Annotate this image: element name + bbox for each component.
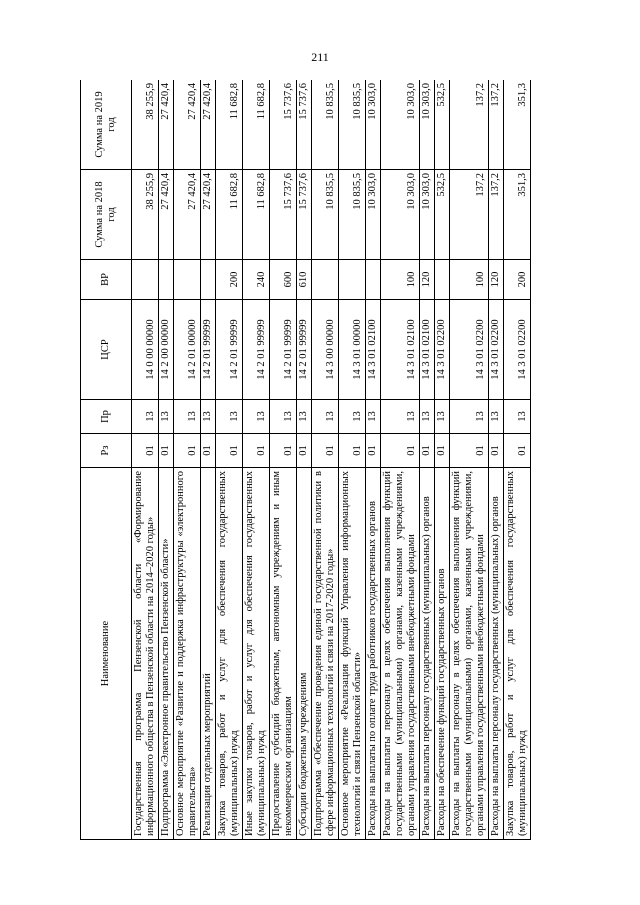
table-row xyxy=(174,80,201,840)
cell-name: Субсидии бюджетным учреждениям xyxy=(297,468,312,840)
cell-csr: 14 3 01 02200 xyxy=(435,300,450,400)
table-row xyxy=(270,80,297,840)
cell-sum-2019: 27 420,4 xyxy=(159,80,174,170)
cell-sum-2018: 27 420,4 xyxy=(201,170,216,260)
table-row xyxy=(297,80,312,840)
cell-csr: 14 3 01 02200 xyxy=(450,300,489,400)
table-row xyxy=(201,80,216,840)
cell-rz: 01 xyxy=(216,434,243,468)
cell-sum-2019: 11 682,8 xyxy=(216,80,243,170)
cell-vr: 240 xyxy=(243,260,270,300)
cell-pr: 13 xyxy=(159,400,174,434)
cell-pr: 13 xyxy=(489,400,504,434)
cell-rz: 01 xyxy=(159,434,174,468)
cell-sum-2018: 15 737,6 xyxy=(297,170,312,260)
cell-sum-2019: 137,2 xyxy=(489,80,504,170)
cell-vr: 200 xyxy=(216,260,243,300)
cell-rz: 01 xyxy=(435,434,450,468)
header-name: Наименование xyxy=(81,468,132,840)
cell-name: Подпрограмма «Обеспечение проведения единой государственной политики в сфере информационных технологий и связи на 2017-2020 годы» xyxy=(312,468,339,840)
cell-rz: 01 xyxy=(381,434,420,468)
cell-sum-2018: 11 682,8 xyxy=(216,170,243,260)
cell-sum-2018: 10 303,0 xyxy=(366,170,381,260)
cell-pr: 13 xyxy=(201,400,216,434)
cell-rz: 01 xyxy=(243,434,270,468)
cell-sum-2018: 11 682,8 xyxy=(243,170,270,260)
cell-csr: 14 2 01 99999 xyxy=(270,300,297,400)
cell-rz: 01 xyxy=(366,434,381,468)
cell-name: Расходы на выплаты персоналу в целях обеспечения выполнения функций государственными (муниципальными) органами, казенными учреждениями, органами управления государственными внебюджетными фондами xyxy=(450,468,489,840)
cell-sum-2019: 15 737,6 xyxy=(297,80,312,170)
cell-vr xyxy=(312,260,339,300)
cell-sum-2019: 27 420,4 xyxy=(201,80,216,170)
cell-csr: 14 0 00 00000 xyxy=(132,300,159,400)
table-row xyxy=(312,80,339,840)
cell-name: Предоставление субсидий бюджетным, автономным учреждениям и иным некоммерческим организациям xyxy=(270,468,297,840)
cell-rz: 01 xyxy=(297,434,312,468)
table-row xyxy=(489,80,504,840)
cell-vr xyxy=(201,260,216,300)
cell-pr: 13 xyxy=(297,400,312,434)
cell-name: Расходы на выплаты по оплате труда работников государственных органов xyxy=(366,468,381,840)
header-vr: ВР xyxy=(81,260,132,300)
cell-vr xyxy=(435,260,450,300)
cell-pr: 13 xyxy=(174,400,201,434)
cell-csr: 14 2 01 99999 xyxy=(243,300,270,400)
table-row xyxy=(132,80,159,840)
cell-rz: 01 xyxy=(504,434,531,468)
header-sum-2019: Сумма на 2019 год xyxy=(81,80,132,170)
cell-vr xyxy=(159,260,174,300)
cell-sum-2018: 27 420,4 xyxy=(174,170,201,260)
cell-csr: 14 3 01 02100 xyxy=(420,300,435,400)
table-row xyxy=(159,80,174,840)
cell-sum-2018: 137,2 xyxy=(450,170,489,260)
cell-pr: 13 xyxy=(450,400,489,434)
cell-pr: 13 xyxy=(435,400,450,434)
cell-csr: 14 2 01 99999 xyxy=(201,300,216,400)
cell-rz: 01 xyxy=(201,434,216,468)
cell-csr: 14 2 00 00000 xyxy=(159,300,174,400)
header-pr: Пр xyxy=(81,400,132,434)
cell-name: Расходы на выплаты персоналу государственных (муниципальных) органов xyxy=(489,468,504,840)
cell-vr xyxy=(174,260,201,300)
cell-pr: 13 xyxy=(132,400,159,434)
table-row xyxy=(450,80,489,840)
cell-vr: 200 xyxy=(504,260,531,300)
cell-name: Реализация отдельных мероприятий xyxy=(201,468,216,840)
cell-vr: 600 xyxy=(270,260,297,300)
cell-name: Государственная программа Пензенской области «Формирование информационного общества в Пензенской области на 2014–2020 годы» xyxy=(132,468,159,840)
cell-vr xyxy=(366,260,381,300)
cell-pr: 13 xyxy=(243,400,270,434)
cell-csr: 14 3 01 02200 xyxy=(489,300,504,400)
cell-rz: 01 xyxy=(420,434,435,468)
table-row xyxy=(216,80,243,840)
cell-sum-2018: 10 303,0 xyxy=(420,170,435,260)
cell-sum-2018: 10 835,5 xyxy=(312,170,339,260)
cell-pr: 13 xyxy=(366,400,381,434)
cell-rz: 01 xyxy=(132,434,159,468)
cell-vr xyxy=(132,260,159,300)
cell-csr: 14 2 01 99999 xyxy=(297,300,312,400)
cell-csr: 14 3 01 02100 xyxy=(381,300,420,400)
cell-sum-2019: 10 303,0 xyxy=(381,80,420,170)
cell-sum-2018: 351,3 xyxy=(504,170,531,260)
cell-pr: 13 xyxy=(339,400,366,434)
cell-name: Основное мероприятие «Развитие и поддержка инфраструктуры «электронного правительства» xyxy=(174,468,201,840)
cell-pr: 13 xyxy=(216,400,243,434)
cell-pr: 13 xyxy=(504,400,531,434)
table-row xyxy=(435,80,450,840)
cell-sum-2019: 10 303,0 xyxy=(366,80,381,170)
cell-vr: 100 xyxy=(450,260,489,300)
cell-sum-2019: 532,5 xyxy=(435,80,450,170)
cell-pr: 13 xyxy=(270,400,297,434)
header-csr: ЦСР xyxy=(81,300,132,400)
cell-rz: 01 xyxy=(489,434,504,468)
cell-vr: 610 xyxy=(297,260,312,300)
cell-rz: 01 xyxy=(339,434,366,468)
cell-vr xyxy=(339,260,366,300)
cell-csr: 14 2 01 99999 xyxy=(216,300,243,400)
cell-name: Подпрограмма «Электронное правительство Пензенской области» xyxy=(159,468,174,840)
table-row xyxy=(504,80,531,840)
cell-csr: 14 3 01 00000 xyxy=(339,300,366,400)
table-row xyxy=(243,80,270,840)
cell-sum-2019: 15 737,6 xyxy=(270,80,297,170)
cell-sum-2019: 11 682,8 xyxy=(243,80,270,170)
cell-sum-2019: 27 420,4 xyxy=(174,80,201,170)
cell-sum-2018: 15 737,6 xyxy=(270,170,297,260)
cell-sum-2018: 10 835,5 xyxy=(339,170,366,260)
cell-name: Расходы на выплаты персоналу в целях обеспечения выполнения функций государственными (муниципальными) органами, казенными учреждениями, органами управления государственными внебюджетными фондами xyxy=(381,468,420,840)
cell-sum-2019: 10 835,5 xyxy=(312,80,339,170)
table-row xyxy=(381,80,420,840)
cell-rz: 01 xyxy=(270,434,297,468)
cell-name: Закупка товаров, работ и услуг для обеспечения государственных (муниципальных) нужд xyxy=(216,468,243,840)
cell-pr: 13 xyxy=(312,400,339,434)
page-number: 211 xyxy=(311,50,329,64)
table-header-row xyxy=(81,80,132,840)
cell-vr: 100 xyxy=(381,260,420,300)
cell-csr: 14 3 01 02100 xyxy=(366,300,381,400)
cell-csr: 14 3 00 00000 xyxy=(312,300,339,400)
cell-name: Расходы на обеспечение функций государственных органов xyxy=(435,468,450,840)
cell-name: Иные закупки товаров, работ и услуг для обеспечения государственных (муниципальных) нужд xyxy=(243,468,270,840)
table-row xyxy=(366,80,381,840)
cell-sum-2019: 137,2 xyxy=(450,80,489,170)
cell-sum-2019: 10 835,5 xyxy=(339,80,366,170)
table-body xyxy=(132,80,531,840)
header-sum-2018: Сумма на 2018 год xyxy=(81,170,132,260)
rotated-table-container xyxy=(80,80,560,840)
budget-table xyxy=(80,80,531,840)
cell-sum-2018: 137,2 xyxy=(489,170,504,260)
cell-rz: 01 xyxy=(312,434,339,468)
cell-csr: 14 2 01 00000 xyxy=(174,300,201,400)
cell-sum-2019: 10 303,0 xyxy=(420,80,435,170)
table-row xyxy=(339,80,366,840)
header-rz: Рз xyxy=(81,434,132,468)
cell-name: Основное мероприятие «Реализация функций Управления информационных технологий и связи Пензенской области» xyxy=(339,468,366,840)
cell-name: Закупка товаров, работ и услуг для обеспечения государственных (муниципальных) нужд xyxy=(504,468,531,840)
cell-rz: 01 xyxy=(174,434,201,468)
cell-pr: 13 xyxy=(420,400,435,434)
cell-sum-2019: 351,3 xyxy=(504,80,531,170)
cell-vr: 120 xyxy=(489,260,504,300)
cell-sum-2018: 38 255,9 xyxy=(132,170,159,260)
cell-vr: 120 xyxy=(420,260,435,300)
cell-sum-2018: 10 303,0 xyxy=(381,170,420,260)
cell-name: Расходы на выплаты персоналу государственных (муниципальных) органов xyxy=(420,468,435,840)
cell-sum-2018: 532,5 xyxy=(435,170,450,260)
table-row xyxy=(420,80,435,840)
cell-csr: 14 3 01 02200 xyxy=(504,300,531,400)
cell-sum-2019: 38 255,9 xyxy=(132,80,159,170)
cell-sum-2018: 27 420,4 xyxy=(159,170,174,260)
rotated-table-wrapper xyxy=(80,80,560,840)
cell-rz: 01 xyxy=(450,434,489,468)
cell-pr: 13 xyxy=(381,400,420,434)
